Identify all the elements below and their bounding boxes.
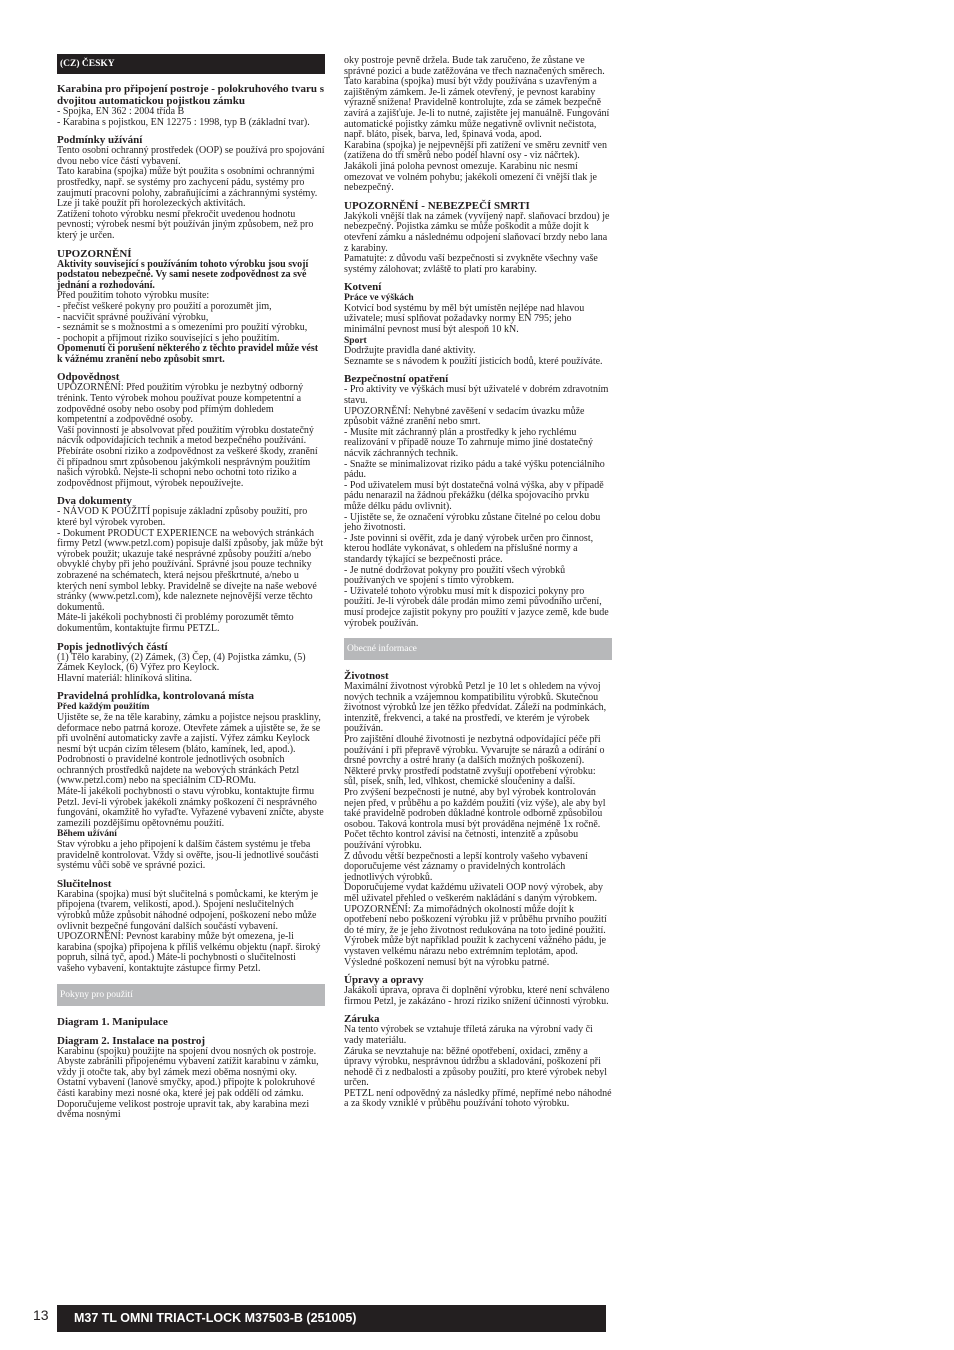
section-heading-warning: UPOZORNĚNÍ [57,247,132,260]
section-heading-parts: Popis jednotlivých částí [57,640,168,653]
diagram-2-heading: Diagram 2. Instalace na postroj [57,1034,205,1047]
subheading-during-use: Během užívání [57,829,117,840]
subheading-work-at-height: Práce ve výškách [344,293,414,304]
subheading-sport: Sport [344,335,367,346]
section-text-precautions: - Pro aktivity ve výškách musí být uživatelé v dobrém zdravotním stavu. UPOZORNĚNÍ: Nehybné zavěšení v sedacím úvazku může způsobit vážné zranění nebo smrt. - Musíte mít záchranný plán a prostředky k jeho rychlému realizování v případě nouze To zahrnuje mimo jiné dostatečný nácvik záchranných technik. - Snažte se minimalizovat riziko pádu a také výšku potenciálního pádu. - Pod uživatelem musí být dostatečná volná výška, aby v případě pádu nenarazil na žádnou překážku (délka spojovacího prvku může délku pádu ovlivnit). - Ujistěte se, že označení výrobku zůstane čitelné po celou dobu jeho životnosti. - Jste povinni si ověřit, zda je daný výrobek určen pro činnost, kterou hodláte vykonávat, s ohledem na příslušné normy a standardy týkající se bezpečnosti práce. - Je nutné dodržovat pokyny pro použití všech výrobků používaných ve spojení s tímto výrobkem. - Uživatelé tohoto výrobku musí mít k dispozici pokyny pro použití. Je-li výrobek dále prodán mimo zemi původního určení, musí prodejce zajistit pokyny pro použití v jazyce země, kde bude výrobek používán. [344,384,609,629]
section-heading-anchoring: Kotvení [344,281,382,294]
subheading-before-use: Před každým použitím [57,702,150,713]
text-work-at-height: Kotvicí bod systému by měl být umístěn nejlépe nad hlavou uživatele; musí splňovat požadavky normy EN 795; jeho minimální pevnost musí být alespoň 10 kN. [344,302,585,336]
text-during-use: Stav výrobku a jeho připojení k dalším částem systému je třeba pravidelně kontrolovat. Vždy si ověřte, jsou-li jednotlivé součásti systému vůči sobě ve správné pozici. [57,839,319,872]
section-heading-conditions: Podmínky užívání [57,134,143,147]
section-heading-inspection: Pravidelná prohlídka, kontrolovaná místa [57,690,255,703]
section-text-warranty: Na tento výrobek se vztahuje tříletá záruka na výrobní vady či vady materiálu. Záruka se nevztahuje na: běžné opotřebení, oxidaci, změny a úpravy výrobku, nesprávnou údržbu a skladování, poškození při nehodě či z nedbalosti a způsoby použití, pro které výrobek nebyl určen. PETZL není odpovědný za následky přímé, nepřímé nebo náhodné a za škody vzniklé v průběhu používání tohoto výrobku. [344,1024,612,1110]
section-heading-documents: Dva dokumenty [57,495,132,508]
section-heading-repairs: Úpravy a opravy [344,974,424,987]
right-column [344,56,612,1110]
section-heading-compatibility: Slučitelnost [57,877,112,890]
section-bar-instructions: Pokyny pro použití [57,984,325,1006]
section-heading-danger: UPOZORNĚNÍ - NEBEZPEČÍ SMRTI [344,199,530,212]
section-text-conditions: Tento osobní ochranný prostředek (OOP) se používá pro spojování dvou nebo více částí vybavení. Tato karabina (spojka) může být použita s osobními ochrannými prostředky, např. se systémy pro zachycení pádu, systémy pro zaujmutí pracovní polohy, zabraňujícími a záchrannými systémy. Lze ji také použít při horolezeckých aktivitách. Zatížení tohoto výrobku nesmí překročit uvedenou hodnotu pevnosti; výrobek nesmí být používán jiným způsobem, než pro který je určen. [57,145,325,241]
section-heading-responsibility: Odpovědnost [57,371,120,384]
section-bar-general: Obecné informace [344,638,612,660]
page-number: 13 [33,1307,49,1323]
section-heading-precautions: Bezpečnostní opatření [344,373,449,386]
section-text-documents: - NÁVOD K POUŽITÍ popisuje základní způsoby použití, pro které byl výrobek vyroben. - Dokument PRODUCT EXPERIENCE na webových stránkách firmy Petzl (www.petzl.com) popisuje další způsoby, jak může být výrobek použit; ukazuje také nesprávné způsoby použití a/nebo obvyklé chyby při jeho používání. Správné jsou pouze techniky zobrazené na schématech, která nejsou přeškrtnuté, a/nebo u kterých není symbol lebky. Pravidelně se dívejte na naše webové stránky (www.petzl.com), kde naleznete nejnovější verze těchto dokumentů. Máte-li jakékoli pochybnosti či problémy porozumět těmto dokumentům, kontaktujte firmu PETZL. [57,506,324,634]
language-header: (CZ) ČESKY [57,54,325,74]
text-sport: Dodržujte pravidla dané aktivity. Seznamte se s návodem k použití jisticích bodů, které používáte. [344,345,603,367]
section-heading-lifetime: Životnost [344,670,389,683]
left-column [57,54,325,1121]
continued-text: oky postroje pevně držela. Bude tak zaručeno, že zůstane ve správné pozici a bude zatěžována ve třech naznačených směrech. Tato karabina (spojka) musí být vždy používána s uzavřeným a zajištěným zámkem. Je-li zámek otevřený, je pevnost karabiny výrazně snížena! Pravidelně kontrolujte, zda se zámek bezpečně zavírá a zajišťuje. Je-li to nutné, zajistěte jej manuálně. Fungování automatické pojistky zámku může negativně ovlivnit nečistota, např. bláto, písek, barva, led, špinavá voda, apod. Karabina (spojka) je nejpevnější při zatížení ve směru zevnitř ven (zatížena do tří směrů nebo podél hlavní osy - viz náčrtek). Jakákoli jiná poloha pevnost omezuje. Karabinu nic nesmí omezovat ve volném pohybu; jakékoli omezení či vnější tlak je nebezpečný. [344,55,610,194]
product-title: Karabina pro připojení postroje - polokruhového tvaru s dvojitou automatickou pojistkou zámku [57,83,324,107]
section-heading-warranty: Záruka [344,1013,380,1026]
section-text-repairs: Jakákoli úprava, oprava či doplnění výrobku, které není schváleno firmou Petzl, je zakázáno - hrozí riziko snížení účinnosti výrobku. [344,985,610,1007]
product-standards: - Spojka, EN 362 : 2004 třída B - Karabina s pojistkou, EN 12275 : 1998, typ B (základní tvar). [57,106,310,128]
diagram-1-heading: Diagram 1. Manipulace [57,1015,168,1028]
warning-bold-outro: Opomenutí či porušení některého z těchto pravidel může vést k vážnému zranění nebo způsobit smrt. [57,343,319,365]
section-text-compatibility: Karabina (spojka) musí být slučitelná s pomůckami, ke kterým je připojena (tvarem, velikostí, apod.). Spojení neslučitelných výrobků může způsobit náhodné odpojení, poškození nebo může ovlivnit bezpečné fungování dalších součástí vybavení. UPOZORNĚNÍ: Pevnost karabiny může být omezena, je-li karabina (spojka) připojena k příliš velkému objektu (např. široký popruh, silná tyč, apod.) Máte-li pochybnosti o slučitelnosti vašeho vybavení, kontaktujte zástupce firmy Petzl. [57,888,321,974]
warning-list: Před použitím tohoto výrobku musíte: - přečíst veškeré pokyny pro použití a porozumět jim, - nacvičit správné používání výrobku, - seznámit se s možnostmi a s omezeními pro použití výrobku, - pochopit a přijmout riziko související s jeho použitím. [57,290,308,344]
section-text-parts: (1) Tělo karabiny, (2) Zámek, (3) Čep, (4) Pojistka zámku, (5) Zámek Keylock, (6) Výřez pro Keylock. Hlavní materiál: hliníková slitina. [57,651,306,684]
diagram-2-text: Karabinu (spojku) použijte na spojení dvou nosných ok postroje. Abyste zabránili připojenému vybavení zatížit karabinu v zámku, vždy ji otočte tak, aby byl zámek mezi oběma nosnými oky. Ostatní vybavení (lanové smyčky, apod.) připojte k polokruhové části karabiny mezi nosné oka, které jej pak oddělí od zámku. Doporučujeme velikost postroje upravit tak, aby karabina mezi dvěma nosnými [57,1045,319,1121]
section-text-lifetime: Maximální životnost výrobků Petzl je 10 let s ohledem na vývoj nových technik a vzájemnou kompatibilitu výrobků. Skutečnou životnost výrobků lze jen těžko předvídat. Záleží na podmínkách, intenzitě, frekvenci, a také na prostředí, ve kterém je výrobek používán. Pro zajištění dlouhé životnosti je nezbytná odpovídající péče při používání i při přepravě výrobku. Vyvarujte se nárazů a odírání o drsné povrchy a ostré hrany (a dalších možných poškození). Některé prvky prostředí podstatně zvyšují opotřebení výrobku: sůl, písek, sníh, led, vlhkost, chemické sloučeniny a další. Pro zvýšení bezpečnosti je nutné, aby byl výrobek kontrolován nejen před, v průběhu a po každém použití (viz výše), ale aby byl také pravidelně podroben důkladné kontrole odborně způsobilou osobou. Taková kontrola musí být prováděna nejméně 1x ročně. Počet těchto kontrol závisí na četnosti, intenzitě a způsobu používání výrobku. Z důvodu větší bezpečnosti a lepší kontroly vašeho vybavení doporučujeme vést záznamy o pravidelných kontrolách jednotlivých výrobků. Doporučujeme vydat každému uživateli OOP nový výrobek, aby měl uživatel přehled o veškerém nakládání s daným výrobkem. UPOZORNĚNÍ: Za mimořádných okolností může dojít k opotřebení nebo poškození výrobku již v průběhu prvního použití do té míry, že je jeho životnost redukována na toto jediné použití. Výrobek může být například použit k zachycení vážného pádu, je vystaven velkému nárazu nebo extrémním teplotám, apod. Výsledné poškození nemusí být na výrobku patrné. [344,681,607,968]
footer-doc-reference: M37 TL OMNI TRIACT-LOCK M37503-B (251005) [57,1305,606,1332]
section-text-danger: Jakýkoli vnější tlak na zámek (vyvíjený např. slaňovací brzdou) je nebezpečný. Pojistka zámku se může poškodit a může dojít k otevření zámku a následnému odpojení slaňovací brzdy nebo lana z karabiny. Pamatujte: z důvodu vaší bezpečnosti si zvykněte všechny vaše systémy zálohovat; zvláště to platí pro karabiny. [344,210,610,275]
warning-bold-intro: Aktivity související s používáním tohoto výrobku jsou svojí podstatou nebezpečné. Vy sami nesete zodpovědnost za své jednání a rozhodování. [57,258,309,291]
section-text-responsibility: UPOZORNĚNÍ: Před použitím výrobku je nezbytný odborný trénink. Tento výrobek mohou používat pouze kompetentní a zodpovědné osoby nebo osoby pod přímým dohledem kompetentní a zodpovědné osoby. Vaší povinností je absolvovat před použitím výrobku dostatečný nácvik odpovídajících technik a metod bezpečného používání. Přebíráte osobní riziko a zodpovědnost za veškeré škody, zranění či případnou smrt způsobenou jakýmkoli nesprávným použitím našich výrobků. Nejste-li schopni nebo ochotni toto riziko a zodpovědnost přijmout, výrobek nepoužívejte. [57,382,318,489]
text-before-use: Ujistěte se, že na těle karabiny, zámku a pojistce nejsou praskliny, deformace nebo patrná koroze. Otevřete zámek a ujistěte se, že se při uvolnění automaticky zavře a zajistí. Výřez zámku Keylock nesmí být ucpán cizím tělesem (bláto, kamínek, led, apod.). Podrobnosti o pravidelné kontrole jednotlivých osobních ochranných prostředků najdete na webových stránkách Petzl (www.petzl.com) nebo na speciálním CD-ROMu. Máte-li jakékoli pochybnosti o stavu výrobku, kontaktujte firmu Petzl. Jeví-li výrobek jakékoli známky poškození či nesprávného fungování, okamžitě ho vyřaďte. Vyřazené vybavení zničte, abyste zamezili pozdějšímu opětovnému použití. [57,711,324,829]
